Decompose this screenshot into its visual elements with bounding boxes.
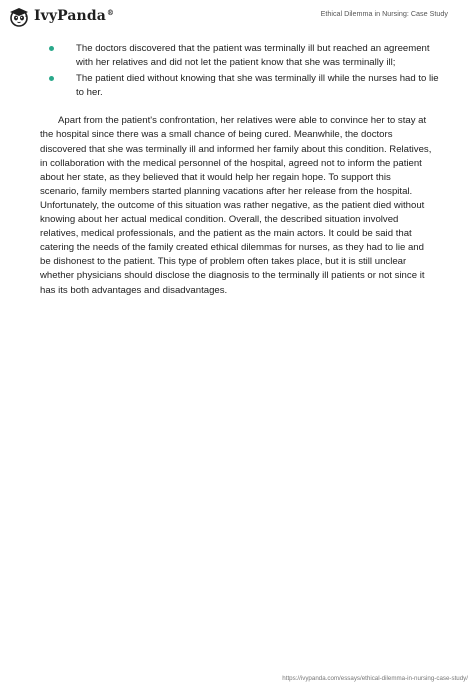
page-header xyxy=(0,0,474,32)
list-item xyxy=(40,42,440,70)
document-title: Ethical Dilemma in Nursing: Case Study xyxy=(320,9,448,18)
graduation-cap-panda-icon xyxy=(8,5,30,27)
bullet-list xyxy=(40,42,440,100)
list-item-text: The patient died without knowing that she was terminally ill while the nurses had to lie to her. xyxy=(76,73,439,99)
bullet-dot-icon xyxy=(49,46,54,51)
source-url[interactable]: https://ivypanda.com/essays/ethical-dilemma-in-nursing-case-study/ xyxy=(282,675,468,682)
brand-name: IvyPanda® xyxy=(34,8,114,24)
bullet-dot-icon xyxy=(49,76,54,81)
ivypanda-logo[interactable] xyxy=(8,5,114,27)
body-paragraph: Apart from the patient's confrontation, her relatives were able to convince her to stay at the hospital since there was a small chance of being cured. Meanwhile, the doctors discovered that she was terminally ill and informed her family about this condition. Relatives, in collaboration with the medical personnel of the hospital, agreed not to inform the patient about her state, as they believed that it would help her regain hope. To support this scenario, family members started planning vacations after her release from the hospital. Unfortunately, the outcome of this situation was rather negative, as the patient died without knowing about her actual medical condition. Overall, the described situation involved relatives, medical professionals, and the patient as the main actors. It could be said that catering the needs of the family created ethical dilemmas for nurses, as they had to lie and be dishonest to the patient. This type of problem often takes place, but it is still unclear whether physicians should disclose the diagnosis to the terminally ill patients or not since it has its both advantages and disadvantages. xyxy=(40,115,432,296)
list-item-text: The doctors discovered that the patient was terminally ill but reached an agreement with her relatives and did not let the patient know that she was terminally ill; xyxy=(76,43,430,69)
document-body xyxy=(40,42,440,298)
list-item xyxy=(40,72,440,100)
